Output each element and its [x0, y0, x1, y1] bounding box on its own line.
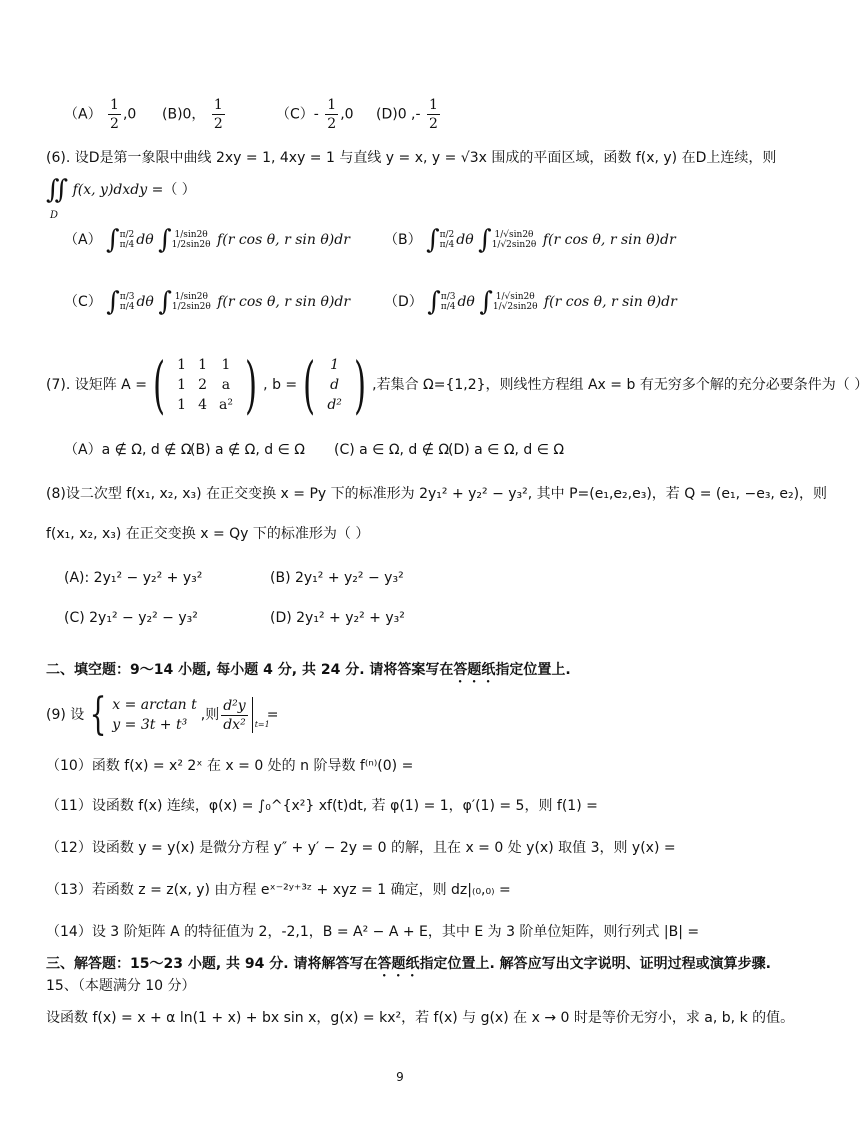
q7-option-b: (B) a ∉ Ω, d ∈ Ω — [190, 442, 305, 458]
integral-icon: ∫ — [106, 225, 120, 255]
q5-option-c-label: （C）- — [276, 106, 319, 123]
q14: （14）设 3 阶矩阵 A 的特征值为 2，-2,1，B = A² − A + E，其中 E 为 3 阶单位矩阵，则行列式 |B| = — [46, 924, 700, 940]
matrix-cell: 1 — [221, 357, 231, 373]
page-number: 9 — [396, 1070, 404, 1084]
frac-num: 1 — [327, 97, 337, 113]
q7-prefix: (7). 设矩阵 A = — [46, 377, 147, 393]
q9 — [46, 690, 278, 740]
integral-limits: π/3 π/4 — [440, 292, 456, 312]
q6-integrand: f(x, y)dxdy — [72, 182, 148, 198]
vector-cell: d — [330, 377, 340, 393]
matrix-a — [147, 348, 263, 421]
frac-den: 2 — [213, 116, 223, 132]
q7-option-a: （A）a ∉ Ω, d ∉ Ω — [64, 442, 192, 458]
q5-option-d — [376, 96, 442, 133]
matrix-cell: 2 — [198, 377, 207, 393]
q8-line-1: (8)设二次型 f(x₁, x₂, x₃) 在正交变换 x = Py 下的标准形为 2y₁² + y₂² − y₃², 其中 P=(e₁,e₂,e₃)，若 Q = (e₁, −e₃, e₂)，则 — [46, 486, 828, 502]
integral-limits: 1/√sin2θ 1/√2sin2θ — [491, 230, 537, 250]
frac-den: 2 — [327, 116, 337, 132]
q5-option-a-label: （A） — [64, 106, 102, 123]
q6-dtheta: dθ — [136, 232, 154, 248]
q12: （12）设函数 y = y(x) 是微分方程 y″ + y′ − 2y = 0 的解，且在 x = 0 处 y(x) 取值 3，则 y(x) = — [46, 840, 676, 856]
q6-function: f(r cos θ, r sin θ)dr — [217, 294, 351, 310]
vector-b-grid — [321, 355, 348, 415]
matrix-a-grid — [171, 355, 239, 415]
q6-option-b-label: （B） — [384, 232, 422, 248]
integral-icon: ∫ — [478, 225, 492, 255]
q5-option-d-label: (D)0 ,- — [376, 106, 421, 123]
q11: （11）设函数 f(x) 连续，φ(x) = ∫₀^{x²} xf(t)dt, 若 φ(1) = 1，φ′(1) = 5，则 f(1) = — [46, 798, 598, 814]
right-paren-icon: ) — [245, 348, 258, 421]
left-paren-icon: ( — [153, 348, 166, 421]
left-paren-icon: ( — [303, 348, 316, 421]
q6-option-c-label: （C） — [64, 294, 102, 310]
q9-equals: = — [266, 707, 279, 723]
q5-option-b-fraction — [212, 96, 225, 133]
q6-option-a — [64, 225, 350, 274]
q9-eval-point: t=1 — [254, 720, 270, 729]
q15-title: 15、（本题满分 10 分） — [46, 978, 196, 994]
q6-stem: (6). 设D是第一象限中曲线 2xy = 1, 4xy = 1 与直线 y = x, y = √3x 围成的平面区域，函数 f(x, y) 在D上连续，则 — [46, 150, 777, 166]
matrix-cell: a² — [219, 397, 233, 413]
q5-option-c-tail: ,0 — [340, 106, 354, 123]
q6-dtheta: dθ — [136, 294, 154, 310]
integral-icon: ∫ — [158, 287, 172, 317]
q9-equation-1: x = arctan t — [112, 697, 197, 713]
q5-option-a — [64, 96, 136, 133]
vector-cell: d² — [327, 397, 342, 413]
q5-option-a-tail: ,0 — [122, 106, 137, 123]
q7-stem — [46, 350, 868, 420]
q9-then: ,则 — [200, 707, 220, 723]
q7-option-d: (D) a ∈ Ω, d ∈ Ω — [448, 442, 565, 458]
evaluation-bar — [252, 697, 270, 733]
matrix-cell: 1 — [177, 377, 187, 393]
frac-num: 1 — [429, 97, 438, 113]
integral-limits: 1/√sin2θ 1/√2sin2θ — [492, 292, 538, 312]
q6-option-c — [64, 287, 351, 336]
section-2-tail: 指定位置上. — [495, 662, 571, 678]
frac-num: 1 — [213, 97, 223, 113]
q5-option-a-fraction — [108, 96, 121, 133]
section-2-heading — [46, 660, 571, 686]
integral-limits: 1/sin2θ 1/2sin2θ — [171, 292, 211, 312]
q6-equals: =（ ） — [151, 182, 196, 198]
section-3-head: 三、解答题：15～23 小题, 共 94 分. 请将解答写在 — [46, 956, 378, 972]
integral-limits: π/3 π/4 — [119, 292, 135, 312]
left-brace-icon: { — [89, 689, 107, 740]
q8-option-d: (D) 2y₁² + y₂² + y₃² — [270, 610, 405, 626]
section-3-emphasis: 答题纸 — [377, 956, 420, 972]
q5-option-b — [162, 96, 227, 133]
q5-option-b-label: (B)0， — [162, 106, 206, 123]
integral-limits: 1/sin2θ 1/2sin2θ — [171, 230, 211, 250]
q8-line-2: f(x₁, x₂, x₃) 在正交变换 x = Qy 下的标准形为（ ） — [46, 526, 370, 542]
q6-function: f(r cos θ, r sin θ)dr — [542, 232, 676, 248]
q6-option-d — [384, 287, 677, 336]
q9-system — [112, 695, 196, 735]
q7-b-equals: , b = — [263, 377, 298, 393]
q7-rest: ,若集合 Ω={1,2}，则线性方程组 Ax = b 有无穷多个解的充分必要条件为（ ） — [372, 377, 868, 393]
q5-option-c-fraction — [325, 96, 338, 133]
q5-option-d-fraction — [427, 96, 440, 133]
integral-icon: ∫ — [158, 225, 172, 255]
q13: （13）若函数 z = z(x, y) 由方程 eˣ⁻²ʸ⁺³ᶻ + xyz = 1 确定，则 dz|₍₀,₀₎ = — [46, 882, 511, 898]
q6-double-integral — [46, 175, 196, 221]
vector-cell: 1 — [330, 357, 340, 373]
matrix-cell: 1 — [198, 357, 207, 373]
q5-option-c — [276, 96, 354, 133]
q9-prefix: (9) 设 — [46, 707, 85, 723]
frac-num: 1 — [110, 97, 119, 113]
q6-function: f(r cos θ, r sin θ)dr — [217, 232, 350, 248]
q6-dtheta: dθ — [457, 294, 475, 310]
q10: （10）函数 f(x) = x² 2ˣ 在 x = 0 处的 n 阶导数 f⁽ⁿ⁾(0) = — [46, 758, 414, 774]
matrix-cell: 1 — [177, 357, 187, 373]
q6-dtheta: dθ — [456, 232, 474, 248]
q6-region: D — [50, 210, 59, 221]
q9-derivative — [221, 697, 247, 734]
q9-equation-2: y = 3t + t³ — [112, 717, 188, 733]
matrix-cell: 1 — [177, 397, 187, 413]
frac-num: d²y — [223, 697, 246, 714]
frac-den: 2 — [110, 116, 119, 132]
integral-icon: ∫ — [426, 225, 440, 255]
frac-den: dx² — [223, 716, 246, 733]
section-3-tail: 指定位置上. 解答应写出文字说明、证明过程或演算步骤. — [419, 956, 771, 972]
q7-option-c: (C) a ∈ Ω, d ∉ Ω — [334, 442, 450, 458]
matrix-cell: a — [221, 377, 231, 393]
q8-option-c: (C) 2y₁² − y₂² − y₃² — [64, 610, 198, 626]
q6-option-d-label: （D） — [384, 294, 423, 310]
section-2-emphasis: 答题纸 — [453, 662, 496, 678]
q6-option-a-label: （A） — [64, 232, 102, 248]
integral-icon: ∫ — [479, 287, 493, 317]
q8-option-a: (A): 2y₁² − y₂² + y₃² — [64, 570, 203, 586]
integral-limits: π/2 π/4 — [439, 230, 455, 250]
integral-limits: π/2 π/4 — [119, 230, 135, 250]
integral-icon: ∫ — [106, 287, 120, 317]
q8-option-b: (B) 2y₁² + y₂² − y₃² — [270, 570, 404, 586]
integral-icon: ∫ — [427, 287, 441, 317]
section-2-head: 二、填空题：9～14 小题, 每小题 4 分, 共 24 分. 请将答案写在 — [46, 662, 454, 678]
q15-body: 设函数 f(x) = x + α ln(1 + x) + bx sin x，g(x) = kx²，若 f(x) 与 g(x) 在 x → 0 时是等价无穷小，求 a, b, k 的值。 — [46, 1010, 795, 1026]
q6-function: f(r cos θ, r sin θ)dr — [543, 294, 677, 310]
frac-den: 2 — [429, 116, 438, 132]
q6-option-b — [384, 225, 676, 274]
vector-b — [297, 348, 372, 421]
right-paren-icon: ) — [353, 348, 367, 421]
double-integral-icon: ∬ — [46, 175, 69, 205]
matrix-cell: 4 — [198, 397, 207, 413]
